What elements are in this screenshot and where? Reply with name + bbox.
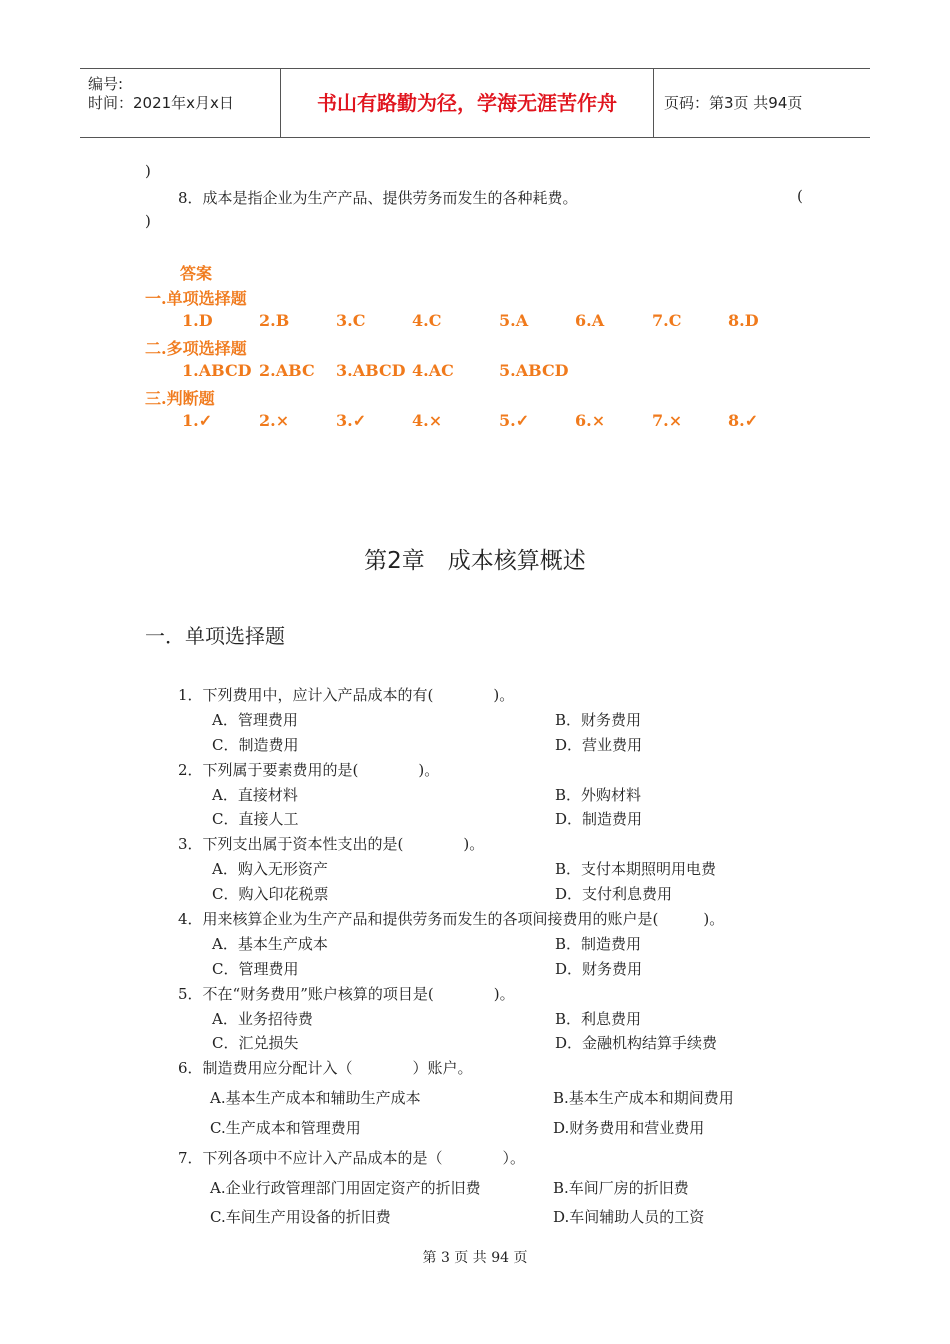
question-option: C．购入印花税票 [212,885,329,903]
question-option: D．营业费用 [555,736,643,754]
question-option: D．制造费用 [555,810,643,828]
answer-item: 6.× [575,411,606,430]
answer-item: 5.ABCD [499,361,569,380]
answer-item: 3.ABCD [336,361,406,380]
question-stem: 4．用来核算企业为生产产品和提供劳务而发生的各项间接费用的账户是( )。 [178,910,725,928]
question-option: A．基本生产成本 [212,935,328,953]
question-option: A．直接材料 [212,786,298,804]
question-option: B．利息费用 [555,1010,642,1028]
question-stem: 6．制造费用应分配计入（ ）账户。 [178,1059,473,1077]
question-option: C．管理费用 [212,960,299,978]
answer-item: 7.C [652,311,682,330]
answer-item: 2.ABC [259,361,315,380]
answer-item: 5.A [499,311,529,330]
question-option: D．支付利息费用 [555,885,673,903]
page-footer: 第 3 页 共 94 页 [422,1250,528,1266]
question-option: C.车间生产用设备的折旧费 [210,1208,391,1226]
time-label: 时间：2021年x月x日 [88,94,234,112]
answer-item: 1.D [182,311,213,330]
header-motto: 书山有路勤为径，学海无涯苦作舟 [281,69,654,137]
answers-title: 答案 [180,264,213,283]
prev-question-8: 8．成本是指企业为生产产品、提供劳务而发生的各种耗费。 [178,189,578,207]
question-option: C.生产成本和管理费用 [210,1119,361,1137]
question-option: B.车间厂房的折旧费 [553,1179,689,1197]
header-meta [80,69,281,137]
question-option: B.基本生产成本和期间费用 [553,1089,734,1107]
answer-item: 6.A [575,311,605,330]
answer-item: 1.ABCD [182,361,252,380]
question-option: D．财务费用 [555,960,643,978]
answer-item: 8.✓ [728,411,759,430]
section-title: 一．单项选择题 [145,624,285,648]
prev-question-8-open: ( [797,187,803,205]
question-option: B．制造费用 [555,935,642,953]
question-option: A.基本生产成本和辅助生产成本 [210,1089,421,1107]
question-option: A．购入无形资产 [212,860,328,878]
question-option: A．管理费用 [212,711,298,729]
question-option: A．业务招待费 [212,1010,313,1028]
answers-multi-heading: 二.多项选择题 [145,339,247,358]
answers-judge-heading: 三.判断题 [145,389,215,408]
question-stem: 5．不在“财务费用”账户核算的项目是( )。 [178,985,515,1003]
answers-single-heading: 一.单项选择题 [145,289,247,308]
serial-label: 编号: [88,75,124,93]
question-option: D．金融机构结算手续费 [555,1034,718,1052]
question-stem: 1．下列费用中，应计入产品成本的有( )。 [178,686,515,704]
answer-item: 2.B [259,311,290,330]
question-option: B．外购材料 [555,786,642,804]
answer-item: 1.✓ [182,411,213,430]
question-option: B．支付本期照明用电费 [555,860,717,878]
question-option: A.企业行政管理部门用固定资产的折旧费 [210,1179,481,1197]
prev-question-8-close: ) [145,212,151,230]
question-option: C．制造费用 [212,736,299,754]
question-option: D.车间辅助人员的工资 [553,1208,705,1226]
question-option: C．直接人工 [212,810,299,828]
answer-item: 2.× [259,411,290,430]
answer-item: 4.× [412,411,443,430]
answer-item: 4.C [412,311,442,330]
answer-item: 7.× [652,411,683,430]
answer-item: 8.D [728,311,759,330]
chapter-title: 第2章 成本核算概述 [364,548,586,574]
header-page-info: 页码：第3页 共94页 [664,94,803,112]
question-option: D.财务费用和营业费用 [553,1119,705,1137]
page-header [80,68,870,138]
answer-item: 3.C [336,311,366,330]
prev-close-paren: ) [145,162,151,180]
answer-item: 3.✓ [336,411,367,430]
question-option: C．汇兑损失 [212,1034,299,1052]
answer-item: 4.AC [412,361,454,380]
question-stem: 3．下列支出属于资本性支出的是( )。 [178,835,485,853]
answer-item: 5.✓ [499,411,530,430]
question-option: B．财务费用 [555,711,642,729]
question-stem: 2．下列属于要素费用的是( )。 [178,761,440,779]
question-stem: 7．下列各项中不应计入产品成本的是（ ）。 [178,1149,526,1167]
